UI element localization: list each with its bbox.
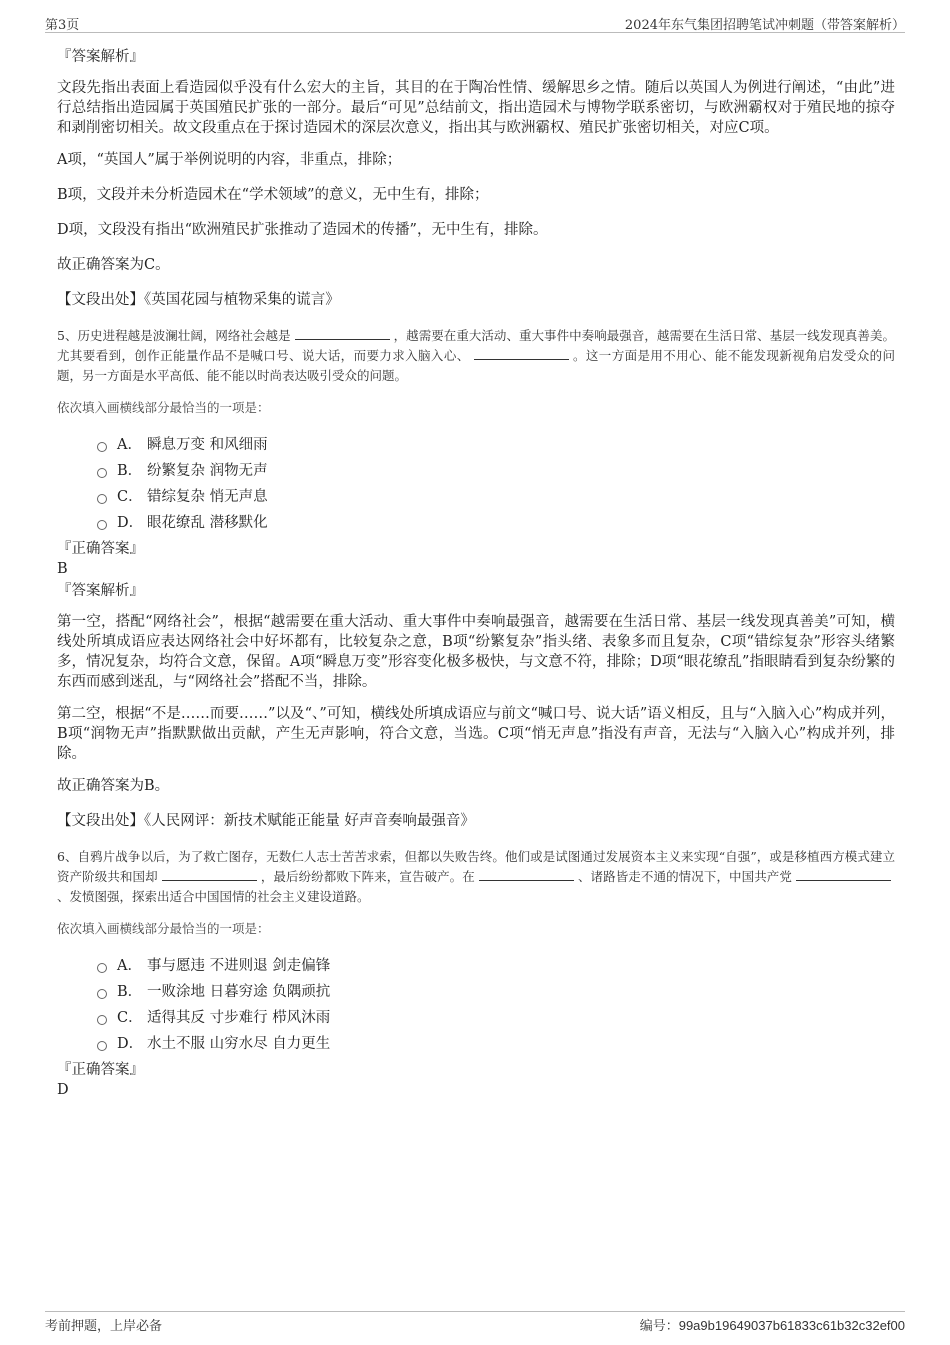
analysis-paragraph: 文段先指出表面上看造园似乎没有什么宏大的主旨，其目的在于陶冶性情、缓解思乡之情。随后以英国人为例进行阐述，“由此”进行总结指出造园属于英国殖民扩张的一部分。最后“可见”总结前文，指出造园术与博物学联系密切，与欧洲霸权对于殖民地的掠夺和剥削密切相关。故文段重点在于探讨造园术的深层次意义，指出其与欧洲霸权、殖民扩张密切相关，对应C项。: [57, 80, 895, 136]
page-footer: [45, 1311, 905, 1334]
option-d[interactable]: D． 眼花缭乱 潜移默化: [97, 510, 895, 536]
document-code: 编号：99a9b19649037b61833c61b32c32ef00: [639, 1318, 905, 1334]
radio-icon[interactable]: [97, 1015, 107, 1025]
analysis-paragraph: 第一空，搭配“网络社会”，根据“越需要在重大活动、重大事件中奏响最强音，越需要在生活日常、基层一线发现真善美”可知，横线处所填成语应表达网络社会中好坏都有，比较复杂之意，B项“纷繁复杂”指头绪、表象多而且复杂，C项“错综复杂”形容头绪繁多，情况复杂，均符合文意，保留。A项“瞬息万变”形容变化极多极快，与文意不符，排除；D项“眼花缭乱”指眼睛看到复杂纷繁的东西而感到迷乱，与“网络社会”搭配不当，排除。: [57, 614, 895, 690]
analysis-label: 『答案解析』: [57, 49, 144, 65]
radio-icon[interactable]: [97, 989, 107, 999]
fill-blank: [479, 868, 574, 881]
fill-blank: [796, 868, 891, 881]
analysis-paragraph: 第二空，根据“不是……而要……”以及“、”可知，横线处所填成语应与前文“喊口号、说大话”语义相反，且与“入脑入心”构成并列，B项“润物无声”指默默做出贡献，产生无声影响，符合文意，当选。C项“悄无声息”指没有声音，无法与“入脑入心”构成并列，排除。: [57, 706, 895, 762]
question-5-text: 5、历史进程越是波澜壮阔，网络社会越是 ，越需要在重大活动、重大事件中奏响最强音，越需要在生活日常、基层一线发现真善美。尤其要看到，创作正能量作品不是喊口号、说大话，而要力求入脑入心、 。这一方面是用不用心、能不能发现新视角启发受众的问题，另一方面是水平高低、能不能以时尚表达吸引受众的问题。: [57, 328, 895, 383]
analysis-option-b: B项，文段并未分析造园术在“学术领域”的意义，无中生有，排除；: [57, 187, 489, 203]
radio-icon[interactable]: [97, 442, 107, 452]
analysis-option-d: D项，文段没有指出“欧洲殖民扩张推动了造园术的传播”，无中生有，排除。: [57, 222, 548, 238]
option-d[interactable]: D． 水土不服 山穷水尽 自力更生: [97, 1031, 895, 1057]
document-title: 2024年东气集团招聘笔试冲刺题（带答案解析）: [624, 18, 905, 33]
passage-source: 【文段出处】《英国花园与植物采集的谎言》: [57, 292, 340, 308]
analysis-option-a: A项，“英国人”属于举例说明的内容，非重点，排除；: [57, 152, 402, 168]
radio-icon[interactable]: [97, 468, 107, 478]
option-a[interactable]: A． 瞬息万变 和风细雨: [97, 432, 895, 458]
question-6-text: 6、自鸦片战争以后，为了救亡图存，无数仁人志士苦苦求索，但都以失败告终。他们或是试图通过发展资本主义来实现“自强”，或是移植西方模式建立资产阶级共和国却 ，最后纷纷都败下阵来，宣告破产。在 、诸路皆走不通的情况下，中国共产党、发愤图强，探索出适合中国国情的社会主义建设道路。: [57, 849, 895, 904]
analysis-conclusion: 故正确答案为C。: [57, 257, 170, 273]
question-5-options: [97, 432, 895, 536]
fill-blank: [295, 327, 390, 340]
question-5-prompt: 依次填入画横线部分最恰当的一项是：: [57, 400, 270, 415]
option-b[interactable]: B． 纷繁复杂 润物无声: [97, 458, 895, 484]
analysis-conclusion: 故正确答案为B。: [57, 778, 170, 794]
answer-value: D: [57, 1082, 69, 1098]
radio-icon[interactable]: [97, 520, 107, 530]
fill-blank: [474, 347, 569, 360]
fill-blank: [162, 868, 257, 881]
page-header: [45, 12, 905, 33]
question-6-options: [97, 953, 895, 1057]
analysis-label: 『答案解析』: [57, 583, 144, 599]
passage-source: 【文段出处】《人民网评：新技术赋能正能量 好声音奏响最强音》: [57, 813, 475, 829]
option-c[interactable]: C． 适得其反 寸步难行 栉风沐雨: [97, 1005, 895, 1031]
page-number: 第3页: [45, 18, 80, 33]
radio-icon[interactable]: [97, 963, 107, 973]
option-a[interactable]: A． 事与愿违 不进则退 剑走偏锋: [97, 953, 895, 979]
radio-icon[interactable]: [97, 494, 107, 504]
answer-value: B: [57, 561, 68, 577]
document-body: [57, 44, 895, 1101]
answer-label: 『正确答案』: [57, 1062, 144, 1078]
radio-icon[interactable]: [97, 1041, 107, 1051]
answer-label: 『正确答案』: [57, 541, 144, 557]
option-c[interactable]: C． 错综复杂 悄无声息: [97, 484, 895, 510]
option-b[interactable]: B． 一败涂地 日暮穷途 负隅顽抗: [97, 979, 895, 1005]
question-6-prompt: 依次填入画横线部分最恰当的一项是：: [57, 921, 270, 936]
footer-slogan: 考前押题，上岸必备: [45, 1319, 163, 1334]
